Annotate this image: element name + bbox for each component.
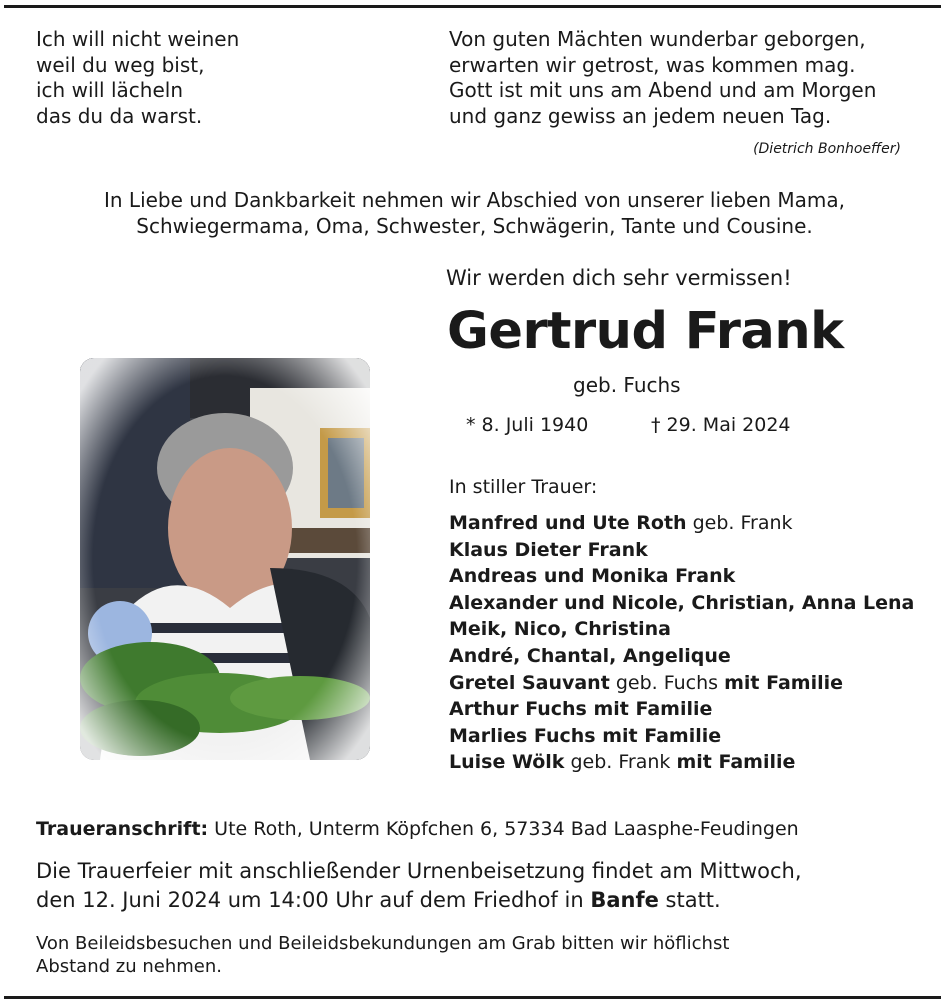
- poem-line: und ganz gewiss an jedem neuen Tag.: [449, 103, 832, 128]
- address-text: Ute Roth, Unterm Köpfchen 6, 57334 Bad Laasphe-Feudingen: [208, 818, 799, 840]
- poem-line: Gott ist mit uns am Abend und am Morgen: [449, 78, 877, 102]
- family-name: Alexander und Nicole, Christian, Anna Lena: [449, 591, 915, 614]
- family-name: Manfred und Ute Roth: [449, 512, 687, 534]
- poem-source: (Dietrich Bonhoeffer): [753, 141, 901, 157]
- poem-line: das du da warst.: [36, 103, 203, 128]
- family-entry: [449, 616, 914, 643]
- ceremony-text: den 12. Juni 2024 um 14:00 Uhr auf dem Friedhof in: [36, 888, 591, 912]
- death-date: † 29. Mai 2024: [651, 414, 791, 436]
- note-line: Abstand zu nehmen.: [36, 956, 222, 977]
- poem-left: [36, 27, 239, 129]
- poem-right: [449, 27, 876, 129]
- family-note: geb. Frank: [686, 512, 793, 534]
- poem-line: ich will lächeln: [36, 78, 183, 102]
- poem-line: weil du weg bist,: [36, 52, 205, 77]
- intro-line: In Liebe und Dankbarkeit nehmen wir Abschied von unserer lieben Mama,: [104, 188, 845, 212]
- note-line: Von Beileidsbesuchen und Beileidsbekundungen am Grab bitten wir höflichst: [36, 933, 730, 954]
- family-name: Arthur Fuchs mit Familie: [449, 698, 713, 721]
- family-suffix: mit Familie: [724, 671, 844, 694]
- family-entry: [449, 643, 914, 670]
- family-name: Andreas und Monika Frank: [449, 565, 736, 588]
- mourning-address: [36, 818, 799, 840]
- born-name: geb. Fuchs: [573, 373, 681, 397]
- condolence-note: [36, 932, 729, 978]
- ceremony-line: Die Trauerfeier mit anschließender Urnenbeisetzung findet am Mittwoch,: [36, 859, 802, 883]
- family-entry: [449, 590, 914, 617]
- miss-line: Wir werden dich sehr vermissen!: [446, 266, 792, 290]
- ceremony-place: Banfe: [590, 888, 659, 912]
- family-note: geb. Fuchs: [609, 671, 725, 694]
- family-entry: [449, 563, 914, 590]
- family-name: Luise Wölk: [449, 751, 565, 774]
- family-name: Gretel Sauvant: [449, 671, 610, 694]
- family-entry: [449, 537, 914, 564]
- ceremony-info: [36, 857, 802, 915]
- portrait-photo: [80, 358, 370, 760]
- family-suffix: mit Familie: [676, 751, 796, 774]
- ceremony-text: statt.: [658, 888, 721, 912]
- family-entry: [449, 670, 914, 697]
- deceased-name: Gertrud Frank: [447, 302, 844, 361]
- family-name: André, Chantal, Angelique: [449, 644, 731, 667]
- address-label: Traueranschrift:: [36, 818, 209, 840]
- poem-line: Von guten Mächten wunderbar geborgen,: [449, 27, 866, 51]
- family-list: [449, 510, 914, 776]
- portrait-image: [80, 358, 370, 760]
- family-name: Marlies Fuchs mit Familie: [449, 724, 722, 747]
- poem-line: Ich will nicht weinen: [36, 27, 240, 51]
- ceremony-line: [36, 886, 802, 915]
- intro-line: Schwiegermama, Oma, Schwester, Schwägerin, Tante und Cousine.: [136, 214, 813, 238]
- family-name: Klaus Dieter Frank: [449, 538, 648, 561]
- poem-line: erwarten wir getrost, was kommen mag.: [449, 52, 856, 77]
- intro-text: [0, 187, 949, 239]
- family-entry: [449, 749, 914, 776]
- family-name: Meik, Nico, Christina: [449, 618, 671, 641]
- family-entry: [449, 510, 914, 537]
- birth-date: * 8. Juli 1940: [466, 414, 589, 436]
- family-entry: [449, 696, 914, 723]
- family-note: geb. Frank: [564, 751, 677, 774]
- family-entry: [449, 723, 914, 750]
- mourning-label: In stiller Trauer:: [449, 476, 598, 498]
